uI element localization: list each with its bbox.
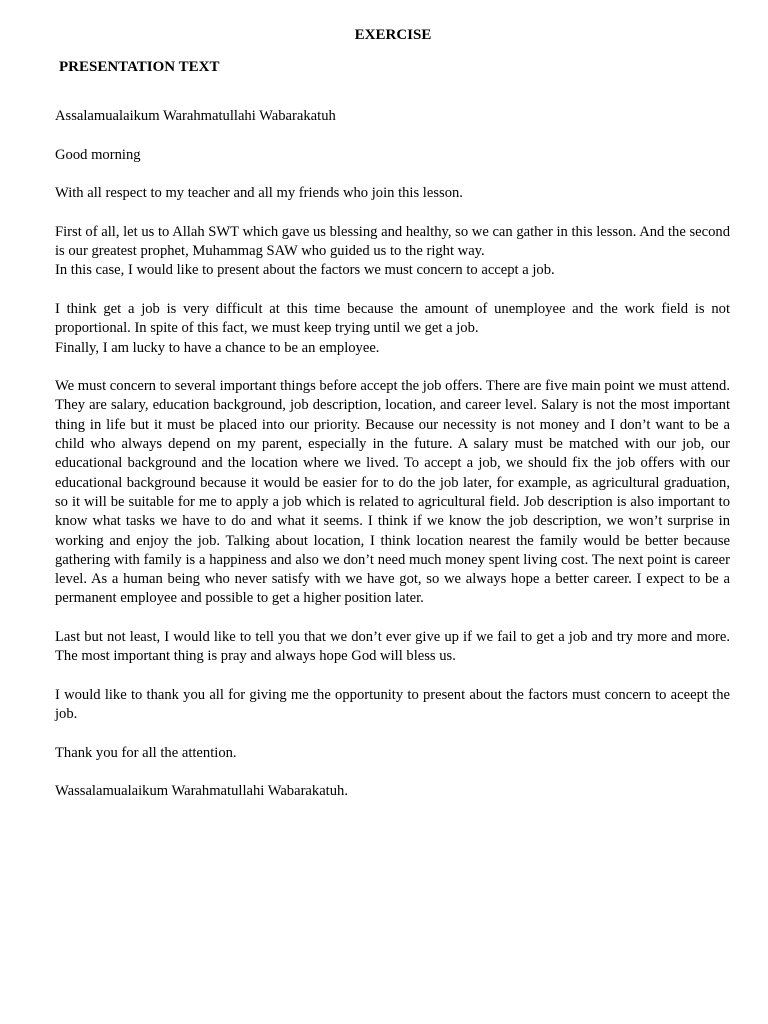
- paragraph-line: We must concern to several important things before accept the job offers. There are five main point we must attend. They are salary, education background, job description, location, and career level. Salary is not the most important thing in life but it must be placed into our priority. Because our necessity is not money and I don’t want to be a child who always depend on my parent, especially in the future. A salary must be matched with our job, our educational background and the location where we lived. To accept a job, we should fix the job offers with our educational background because it would be easier for to do the job later, for example, as agricultural graduation, so it will be suitable for me to apply a job which is related to agricultural field. Job description is also important to know what tasks we have to do and what it seems. I think if we know the job description, we won’t surprise in working and enjoy the job. Talking about location, I think location nearest the family would be better because gathering with family is a happiness and also we don’t need much money spent living cost. The next point is career level. As a human being who never satisfy with we have got, so we always hope a better career. I expect to be a permanent employee and possible to get a higher position later.: [55, 378, 730, 607]
- paragraph-line: Good morning: [55, 146, 141, 163]
- paragraph-greeting-opening: [55, 107, 730, 126]
- paragraph-line: First of all, let us to Allah SWT which gave us blessing and healthy, so we can gather in this lesson. And the second is our greatest prophet, Muhammag SAW who guided us to the right way.: [55, 223, 730, 260]
- paragraph-greeting-closing: [55, 782, 730, 801]
- paragraph-introduction: [55, 223, 730, 281]
- document-subtitle: PRESENTATION TEXT: [59, 59, 220, 75]
- paragraph-line: Thank you for all the attention.: [55, 744, 237, 761]
- paragraph-main-points: [55, 377, 730, 609]
- paragraph-line: I think get a job is very difficult at this time because the amount of unemployee and the work field is not proportional. In spite of this fact, we must keep trying until we get a job.: [55, 300, 730, 337]
- paragraph-thanks-opportunity: [55, 686, 730, 725]
- paragraph-good-morning: [55, 146, 730, 165]
- paragraph-line: Last but not least, I would like to tell you that we don’t ever give up if we fail to get a job and try more and more. The most important thing is pray and always hope God will bless us.: [55, 629, 730, 665]
- paragraph-thanks-attention: [55, 744, 730, 763]
- paragraph-line: Wassalamualaikum Warahmatullahi Wabarakatuh.: [55, 783, 348, 800]
- paragraph-line: Finally, I am lucky to have a chance to be an employee.: [55, 339, 380, 356]
- paragraph-closing-advice: [55, 628, 730, 667]
- paragraph-line: With all respect to my teacher and all my friends who join this lesson.: [55, 185, 463, 202]
- document-title: EXERCISE: [354, 27, 432, 43]
- paragraph-line: I would like to thank you all for giving me the opportunity to present about the factors must concern to aceept the job.: [55, 686, 730, 723]
- document-body: [55, 107, 730, 821]
- paragraph-line: In this case, I would like to present about the factors we must concern to accept a job.: [55, 262, 555, 279]
- paragraph-respect: [55, 184, 730, 203]
- paragraph-job-difficulty: [55, 300, 730, 358]
- paragraph-line: Assalamualaikum Warahmatullahi Wabarakatuh: [55, 108, 336, 124]
